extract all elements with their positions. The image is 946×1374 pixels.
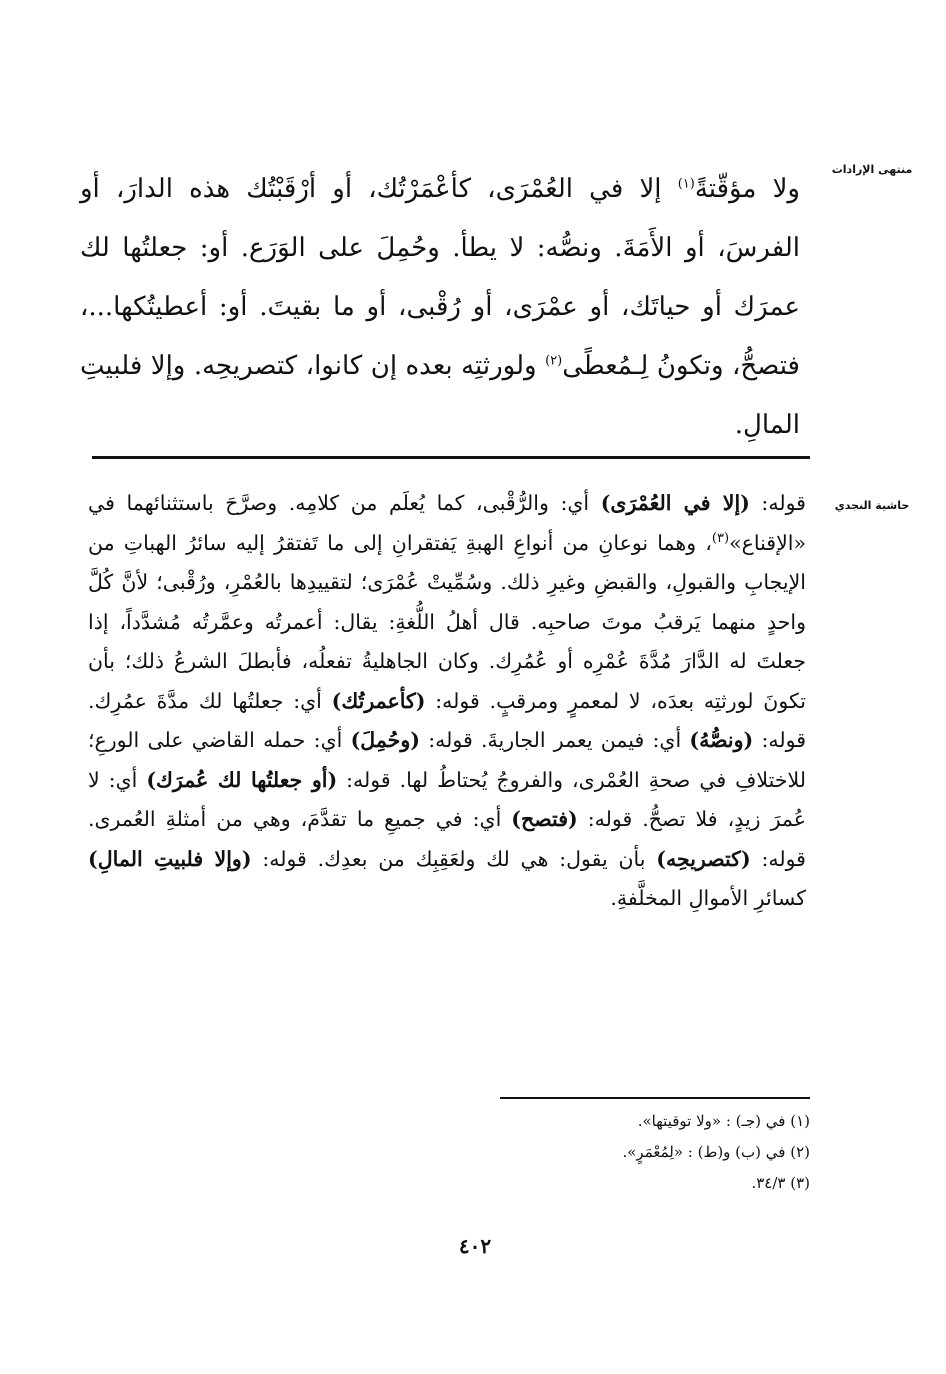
hashiya-segment: ، وهما نوعانِ من أنواعِ الهبةِ يَفتقرانِ إلى ما تَفتقرُ إليه سائرُ الهباتِ من الإيجابِ والقبولِ، والقبضِ وغيرِ ذلك. وسُمِّيتْ عُمْرَى؛ لتقييدِها بالعُمْرِ، ورُقْبى؛ لأنَّ كُلَّ واحدٍ منهما يَرقبُ موتَ صاحبِه. قال أهلُ اللُّغةِ: يقال: أعمرتُه وعمَّرتُه مُشدَّداً، إذا جعلتَ له الدَّارَ مُدَّةَ عُمْرِه أو عُمُرِك. وكان الجاهليةُ تفعلُه، فأبطلَ الشرعُ ذلك؛ بأن تكونَ لورثتِه بعدَه، لا لمعمرٍ ومرقبٍ. قوله:	[88, 530, 806, 713]
footnote-ref-2: (٢)	[545, 353, 563, 369]
hashiya-segment: أي: لا عُمرَ زيدٍ، فلا تصحُّ. قوله:	[88, 767, 806, 831]
matn-segment-3: ولورثتِه بعده إن كانوا، كتصريحِه. وإلا فلبيتِ المالِ.	[80, 351, 800, 440]
page-number: ٤٠٢	[458, 1234, 492, 1258]
hashiya-quote: (إلا في العُمْرَى)	[600, 491, 750, 515]
hashiya-segment: قوله:	[749, 491, 806, 515]
hashiya-quote: (ونصُّهُ)	[689, 728, 754, 752]
matn-segment-1: ولا مؤقّتةً	[694, 174, 800, 204]
hashiya-segment: أي: جعلتُها لك مدَّةَ عمُرِك. قوله:	[88, 688, 806, 752]
hashiya-quote: (كتصريحِه)	[656, 846, 751, 871]
hashiya-text	[88, 484, 806, 919]
hashiya-quote: (فتصح)	[511, 807, 578, 831]
footnote-divider	[500, 1097, 810, 1099]
hashiya-quote: (كأعمرتُك)	[331, 688, 426, 713]
footnote-1: (١) في (جـ) : «ولا توقيتها».	[637, 1112, 810, 1130]
main-divider	[92, 456, 810, 459]
footnotes	[460, 1106, 810, 1199]
hashiya-segment: أي: حمله القاضي على الورعِ؛ للاختلافِ في صحةِ العُمْرى، والفروجُ يُحتاطُ لها. قوله:	[88, 728, 807, 792]
footnote-3: (٣) ٣٤/٣.	[751, 1174, 810, 1192]
hashiya-segment: كسائرِ الأموالِ المخلَّفةِ.	[610, 886, 806, 910]
hashiya-segment: أي: في جميعِ ما تقدَّمَ، وهي من أمثلةِ العُمرى. قوله:	[88, 807, 806, 871]
hashiya-segment: بأن يقول: هي لك ولعَقِبِك من بعدِك. قوله:	[251, 846, 657, 871]
matn-text	[80, 160, 800, 455]
hashiya-quote: (وإلا فلبيتِ المالِ)	[88, 846, 252, 871]
footnote-ref-1: (١)	[677, 176, 695, 192]
margin-label-matn: منتهى الإرادات	[831, 163, 913, 176]
hashiya-segment: أي: فيمن يعمر الجاريةَ. قوله:	[419, 728, 690, 752]
matn-segment-2: إلا في العُمْرَى، كأعْمَرْتُك، أو أرْقَبْتُك هذه الدارَ، أو الفرسَ، أو الأَمَةَ. ونصُّه: لا يطأ. وحُمِلَ على الوَرَع. أو: جعلتُها لك عمرَك أو حياتَك، أو عمْرَى، أو رُقْبى، أو ما بقيتَ. أو: أعطيتُكها...، فتصحُّ، وتكونُ لِـمُعطًى	[80, 174, 800, 381]
hashiya-paragraph	[88, 484, 806, 919]
margin-label-hashiya: حاشية النجدي	[834, 499, 910, 512]
hashiya-quote: (أو جعلتُها لك عُمرَك)	[146, 767, 338, 792]
footnote-2: (٢) في (ب) و(ط) : «لِمُعْمَرٍ».	[622, 1143, 810, 1161]
hashiya-segment: أي: والرُّقْبى، كما يُعلَم من كلامِه. وصرَّحَ باستثنائهما في «الإقناع»	[88, 491, 806, 555]
hashiya-quote: (وحُمِلَ)	[350, 728, 420, 752]
footnote-ref-3: (٣)	[711, 530, 730, 546]
